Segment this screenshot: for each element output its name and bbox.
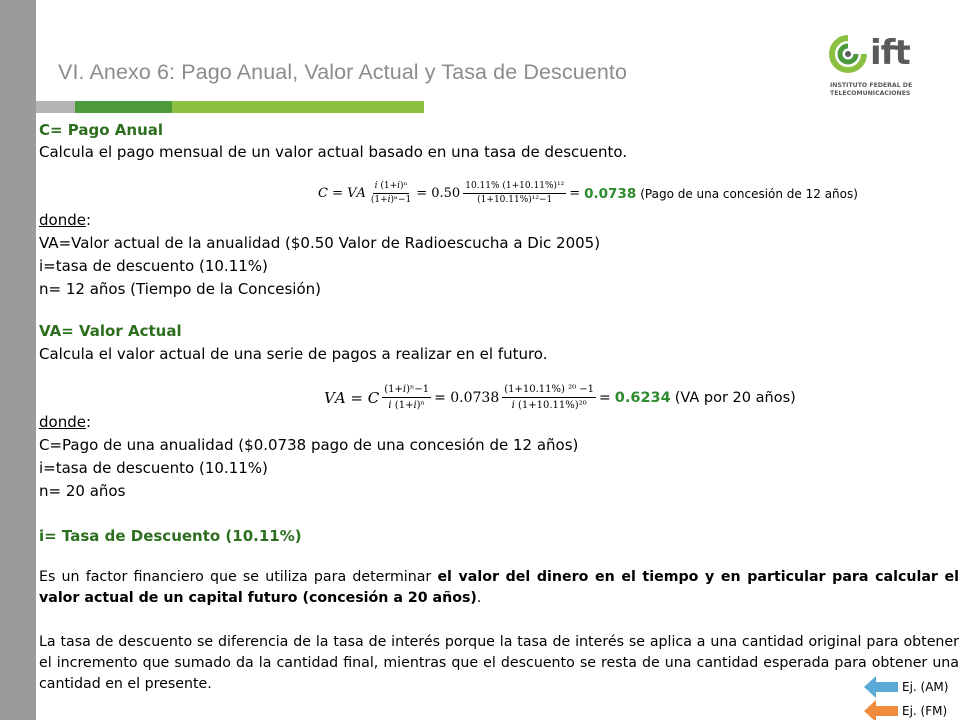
section2-donde-colon: : [85, 413, 92, 431]
page-title: VI. Anexo 6: Pago Anual, Valor Actual y Tasa de Descuento [58, 60, 628, 84]
section1-donde-colon: : [85, 211, 92, 229]
formula-valor-actual [324, 383, 796, 412]
underline-bar-gray [36, 101, 75, 113]
nav-ej-fm-label: Ej. (FM) [902, 704, 948, 718]
logo-subtitle [830, 82, 912, 98]
formula1-fraction-numeric [463, 181, 566, 206]
section2-line-i: i=tasa de descuento (10.11%) [39, 459, 268, 477]
formula1-lhs: 𝐶 = 𝑉𝐴 [318, 186, 366, 201]
formula1-equals: = [569, 186, 581, 201]
arrow-left-icon [864, 676, 898, 698]
formula2-frac2-numerator: (1+10.11%) ²⁰ −1 [502, 383, 596, 398]
formula1-frac2-numerator: 10.11% (1+10.11%)¹² [463, 181, 566, 194]
formula2-equals: = [599, 389, 611, 406]
section-heading-tasa-descuento: i= Tasa de Descuento (10.11%) [39, 527, 302, 545]
section-heading-pago-anual: C= Pago Anual [39, 121, 164, 139]
section2-donde [39, 411, 91, 433]
formula1-frac1-denominator: (1+𝑖)ⁿ−1 [370, 195, 412, 205]
paragraph1-emphasis: el valor del dinero en el tiempo y en particular para calcular el valor actual de un capital futuro (concesión a 20 años) [39, 569, 959, 606]
arrow-left-icon [864, 700, 898, 720]
logo-subtitle-line1: INSTITUTO FEDERAL DE [830, 82, 913, 89]
section1-line-va: VA=Valor actual de la anualidad ($0.50 Valor de Radioescucha a Dic 2005) [39, 234, 601, 252]
paragraph-diferencia-tasa: La tasa de descuento se diferencia de la tasa de interés porque la tasa de interés se aplica a una cantidad original para obtener el incremento que sumado da la cantidad final, mientras que el descuento se resta de una cantidad esperada para obtener una cantidad en el presente. [39, 634, 959, 692]
formula1-fraction-general [369, 181, 413, 206]
section1-donde-word: donde [39, 211, 86, 229]
formula-pago-anual [318, 181, 858, 206]
formula1-mid: = 0.50 [416, 186, 461, 201]
title-underline-bars [36, 101, 424, 113]
formula2-note: (VA por 20 años) [674, 389, 796, 406]
section1-description: Calcula el pago mensual de un valor actual basado en una tasa de descuento. [39, 143, 628, 161]
formula2-frac2-denominator: 𝑖 (1+10.11%)²⁰ [511, 400, 587, 411]
formula2-fraction-numeric [502, 383, 596, 412]
formula1-note: (Pago de una concesión de 12 años) [640, 186, 858, 201]
nav-button-ej-am[interactable] [864, 676, 948, 698]
section1-donde [39, 209, 91, 231]
section2-line-n: n= 20 años [39, 482, 126, 500]
formula2-fraction-general [382, 383, 431, 412]
section-heading-valor-actual: VA= Valor Actual [39, 322, 182, 340]
formula2-mid: = 0.0738 [434, 389, 500, 406]
formula1-frac1-numerator: 𝑖 (1+𝑖)ⁿ [373, 181, 410, 194]
formula1-result: 0.0738 [584, 185, 637, 202]
paragraph-factor-financiero [39, 567, 959, 609]
section1-line-n: n= 12 años (Tiempo de la Concesión) [39, 280, 321, 298]
formula2-result: 0.6234 [614, 389, 671, 406]
section2-description: Calcula el valor actual de una serie de pagos a realizar en el futuro. [39, 345, 548, 363]
logo-wordmark: ift [870, 33, 910, 73]
left-sidebar-bar [0, 0, 36, 720]
underline-bar-darkgreen [75, 101, 172, 113]
ift-logo [828, 34, 938, 104]
underline-bar-lightgreen [172, 101, 424, 113]
section2-donde-word: donde [39, 413, 86, 431]
section2-line-c: C=Pago de una anualidad ($0.0738 pago de una concesión de 12 años) [39, 436, 579, 454]
ift-logo-icon [828, 34, 868, 78]
formula1-frac2-denominator: (1+10.11%)¹²−1 [477, 195, 553, 205]
formula2-frac1-denominator: 𝑖 (1+𝑖)ⁿ [388, 400, 425, 411]
nav-button-ej-fm[interactable] [864, 700, 947, 720]
nav-ej-am-label: Ej. (AM) [902, 680, 949, 694]
paragraph1-end: . [476, 590, 482, 606]
formula2-frac1-numerator: (1+𝑖)ⁿ−1 [382, 383, 431, 398]
section1-line-i: i=tasa de descuento (10.11%) [39, 257, 268, 275]
formula2-lhs: 𝑉𝐴 = 𝐶 [324, 388, 380, 407]
logo-subtitle-line2: TELECOMUNICACIONES [830, 90, 911, 97]
paragraph1-intro: Es un factor financiero que se utiliza para determinar [39, 569, 438, 585]
